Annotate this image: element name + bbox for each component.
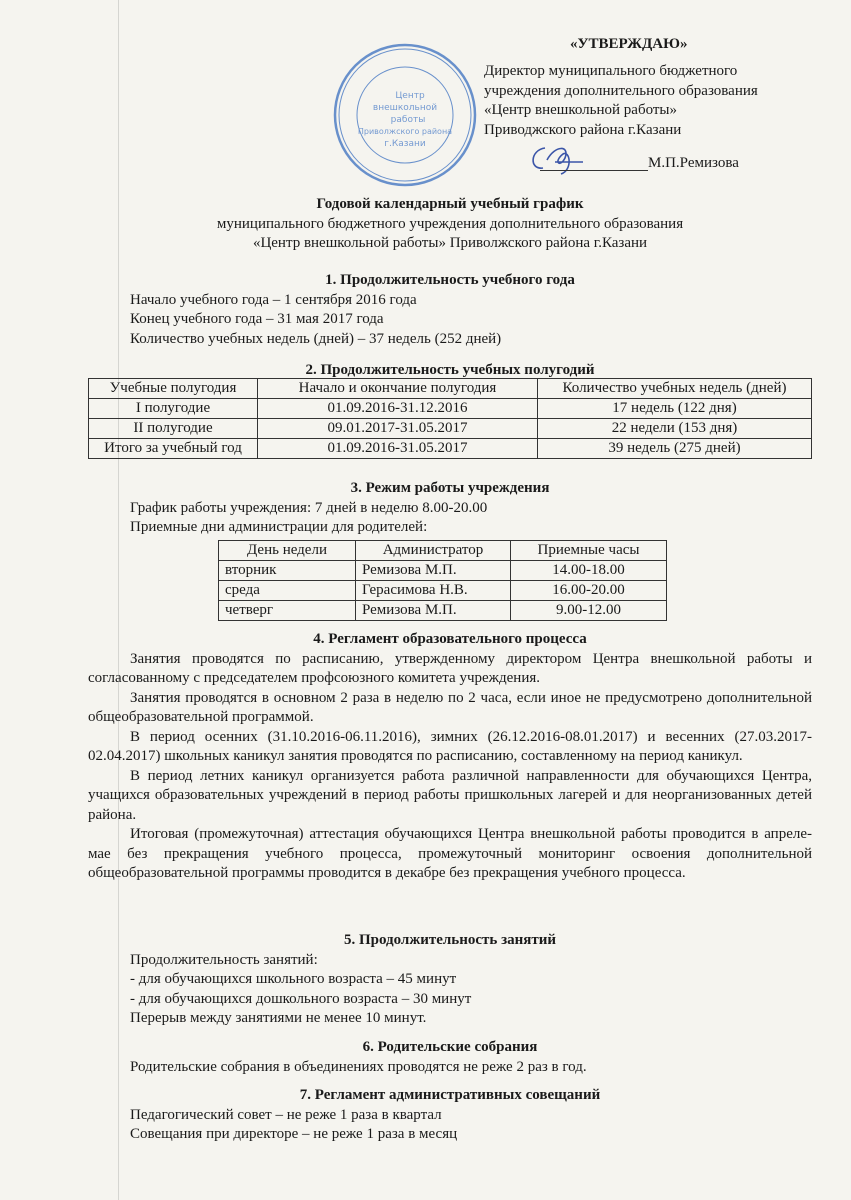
approval-line: «Центр внешкольной работы»: [484, 102, 678, 118]
document-title: Годовой календарный учебный график: [316, 196, 584, 212]
table-cell: 17 недель (122 дня): [538, 399, 812, 419]
section-line: Количество учебных недель (дней) – 37 недель (252 дней): [130, 330, 502, 347]
table-header: Приемные часы: [511, 541, 667, 561]
section-heading: 1. Продолжительность учебного года: [325, 272, 575, 288]
table-row: [89, 399, 812, 419]
table-row: [89, 419, 812, 439]
paragraph: Занятия проводятся по расписанию, утвержденному директором Центра внешкольной работы и согласованному с председателем профсоюзного комитета учреждения.: [88, 650, 812, 686]
table-cell: среда: [219, 581, 356, 601]
table-header: Учебные полугодия: [89, 379, 258, 399]
table-header: Начало и окончание полугодия: [258, 379, 538, 399]
svg-text:г.Казани: г.Казани: [384, 139, 426, 149]
table-header: Администратор: [356, 541, 511, 561]
signature: [525, 140, 585, 180]
section-line: Педагогический совет – не реже 1 раза в квартал: [130, 1106, 442, 1123]
paragraph: В период осенних (31.10.2016-06.11.2016), зимних (26.12.2016-08.01.2017) и весенних (27.03.2017-02.04.2017) школьных каникул занятия проводятся по расписанию, составленному на период каникул.: [88, 728, 812, 764]
table-header-row: [219, 541, 667, 561]
paragraph: Занятия проводятся в основном 2 раза в неделю по 2 часа, если иное не предусмотрено дополнительной общеобразовательной программой.: [88, 689, 812, 725]
table-cell: Итого за учебный год: [89, 439, 258, 459]
table-cell: вторник: [219, 561, 356, 581]
signatory-name: М.П.Ремизова: [648, 155, 739, 171]
table-cell: Ремизова М.П.: [356, 601, 511, 621]
section-line: График работы учреждения: 7 дней в неделю 8.00-20.00: [130, 499, 488, 516]
table-cell: 9.00-12.00: [511, 601, 667, 621]
section-line: Конец учебного года – 31 мая 2017 года: [130, 311, 384, 327]
approval-line: учреждения дополнительного образования: [484, 82, 758, 99]
table-cell: 22 недели (153 дня): [538, 419, 812, 439]
scan-artifact-line: [118, 0, 119, 1200]
section-heading: 4. Регламент образовательного процесса: [313, 631, 587, 647]
table-row: [219, 561, 667, 581]
section-heading: 5. Продолжительность занятий: [343, 932, 557, 948]
section-heading: 3. Режим работы учреждения: [350, 480, 550, 496]
table-header: День недели: [219, 541, 356, 561]
table-cell: Герасимова Н.В.: [356, 581, 511, 601]
table-cell: четверг: [219, 601, 356, 621]
section-line: Продолжительность занятий:: [130, 951, 318, 968]
table-cell: 14.00-18.00: [511, 561, 667, 581]
section-heading: 2. Продолжительность учебных полугодий: [305, 362, 595, 378]
approval-title: «УТВЕРЖДАЮ»: [570, 36, 688, 52]
table-cell: 01.09.2016-31.12.2016: [258, 399, 538, 419]
svg-text:Центр: Центр: [395, 91, 425, 101]
paragraph: Итоговая (промежуточная) аттестация обучающихся Центра внешкольной работы проводится в апреле-мае без прекращения учебного процесса, промежуточный мониторинг освоения дополнительной общеобразовательной программы проводится в декабре без прекращения учебного процесса.: [88, 826, 812, 881]
section-heading: 7. Регламент административных совещаний: [299, 1087, 601, 1103]
section-line: - для обучающихся школьного возраста – 45 минут: [130, 971, 457, 987]
table-row: [219, 581, 667, 601]
table-cell: 09.01.2017-31.05.2017: [258, 419, 538, 439]
document-subtitle: «Центр внешкольной работы» Приволжского района г.Казани: [252, 235, 648, 251]
section-line: Перерыв между занятиями не менее 10 минут.: [130, 1010, 427, 1026]
paragraph: В период летних каникул организуется работа различной направленности для обучающихся Центра, учащихся образовательных учреждений в период работы пришкольных лагерей и для неорганизованных детей района.: [88, 767, 812, 823]
reception-table: [218, 540, 667, 621]
table-cell: II полугодие: [89, 419, 258, 439]
signature-line: [540, 170, 648, 171]
table-row: [89, 439, 812, 459]
approval-line: Приводжского района г.Казани: [484, 121, 682, 138]
section-line: Начало учебного года – 1 сентября 2016 года: [130, 291, 417, 308]
table-cell: 16.00-20.00: [511, 581, 667, 601]
table-cell: 39 недель (275 дней): [538, 439, 812, 459]
svg-text:работы: работы: [390, 115, 426, 125]
section-line: Приемные дни администрации для родителей:: [130, 519, 428, 535]
svg-text:Приволжского района: Приволжского района: [357, 127, 453, 136]
section-line: - для обучающихся дошкольного возраста – 30 минут: [130, 990, 472, 1007]
table-cell: Ремизова М.П.: [356, 561, 511, 581]
svg-text:внешкольной: внешкольной: [372, 103, 438, 113]
section-heading: 6. Родительские собрания: [362, 1039, 538, 1055]
document-subtitle: муниципального бюджетного учреждения дополнительного образования: [216, 215, 684, 232]
table-cell: 01.09.2016-31.05.2017: [258, 439, 538, 459]
table-header: Количество учебных недель (дней): [538, 379, 812, 399]
approval-line: Директор муниципального бюджетного: [484, 63, 738, 79]
process-regulations: [88, 650, 812, 884]
table-cell: I полугодие: [89, 399, 258, 419]
table-row: [219, 601, 667, 621]
official-stamp: [330, 40, 480, 190]
table-header-row: [89, 379, 812, 399]
section-line: Совещания при директоре – не реже 1 раза в месяц: [130, 1126, 458, 1142]
section-line: Родительские собрания в объединениях проводятся не реже 2 раз в год.: [130, 1058, 587, 1075]
semesters-table: [88, 378, 812, 459]
